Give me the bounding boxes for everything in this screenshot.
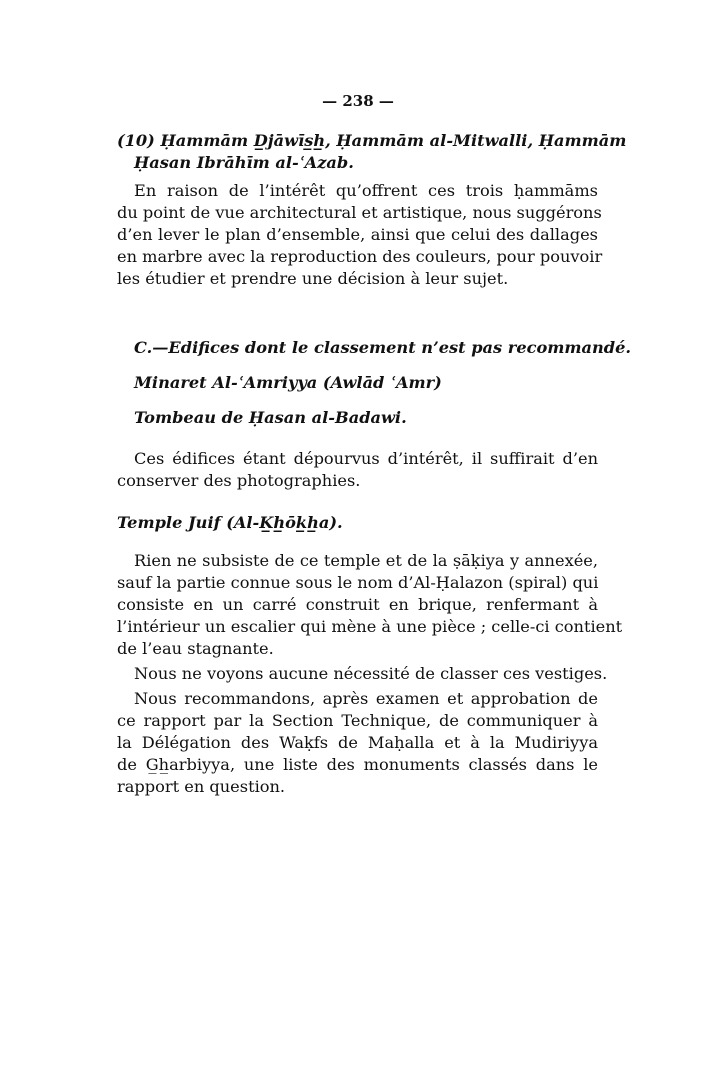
section-heading: Temple Juif (Al-K̲h̲ōk̲h̲a).: [117, 513, 343, 532]
paragraph-line: du point de vue architectural et artistique, nous suggérons: [117, 203, 602, 222]
paragraph-line: sauf la partie connue sous le nom d’Al-Ḥalazon (spiral) qui: [117, 573, 599, 592]
paragraph-line: de l’eau stagnante.: [117, 639, 274, 658]
paragraph-line: d’en lever le plan d’ensemble, ainsi que celui des dallages: [117, 225, 598, 244]
monument-item: Minaret Al-ʿAmriyya (Awlād ʿAmr): [134, 373, 442, 392]
section-heading: (10) Ḥammām D̲jāwīs̲h̲, Ḥammām al-Mitwalli, Ḥammām: [117, 131, 627, 150]
paragraph-line: la Délégation des Waḳfs de Maḥalla et à la Mudiriyya: [117, 733, 598, 752]
section-heading: C.—Edifices dont le classement n’est pas recommandé.: [134, 338, 632, 357]
paragraph-line: Nous ne voyons aucune nécessité de classer ces vestiges.: [134, 664, 608, 683]
section-heading: Ḥasan Ibrāhīm al-ʿAzab.: [134, 153, 354, 172]
paragraph-line: Ces édifices étant dépourvus d’intérêt, il suffirait d’en: [134, 449, 598, 468]
paragraph-line: En raison de l’intérêt qu’offrent ces trois ḥammāms: [134, 181, 598, 200]
paragraph-line: rapport en question.: [117, 777, 286, 796]
paragraph-line: l’intérieur un escalier qui mène à une pièce ; celle-ci contient: [117, 617, 623, 636]
paragraph-line: conserver des photographies.: [117, 471, 361, 490]
paragraph-line: ce rapport par la Section Technique, de communiquer à: [117, 711, 598, 730]
paragraph-line: de G̲h̲arbiyya, une liste des monuments classés dans le: [117, 755, 598, 774]
paragraph-line: Rien ne subsiste de ce temple et de la ṣāḳiya y annexée,: [134, 551, 598, 570]
paragraph-line: consiste en un carré construit en brique, renfermant à: [117, 595, 598, 614]
paragraph-line: les étudier et prendre une décision à leur sujet.: [117, 269, 509, 288]
paragraph-line: en marbre avec la reproduction des couleurs, pour pouvoir: [117, 247, 603, 266]
paragraph-line: Nous recommandons, après examen et approbation de: [134, 689, 598, 708]
page-number: — 238 —: [322, 92, 394, 110]
monument-item: Tombeau de Ḥasan al-Badawi.: [134, 408, 407, 427]
